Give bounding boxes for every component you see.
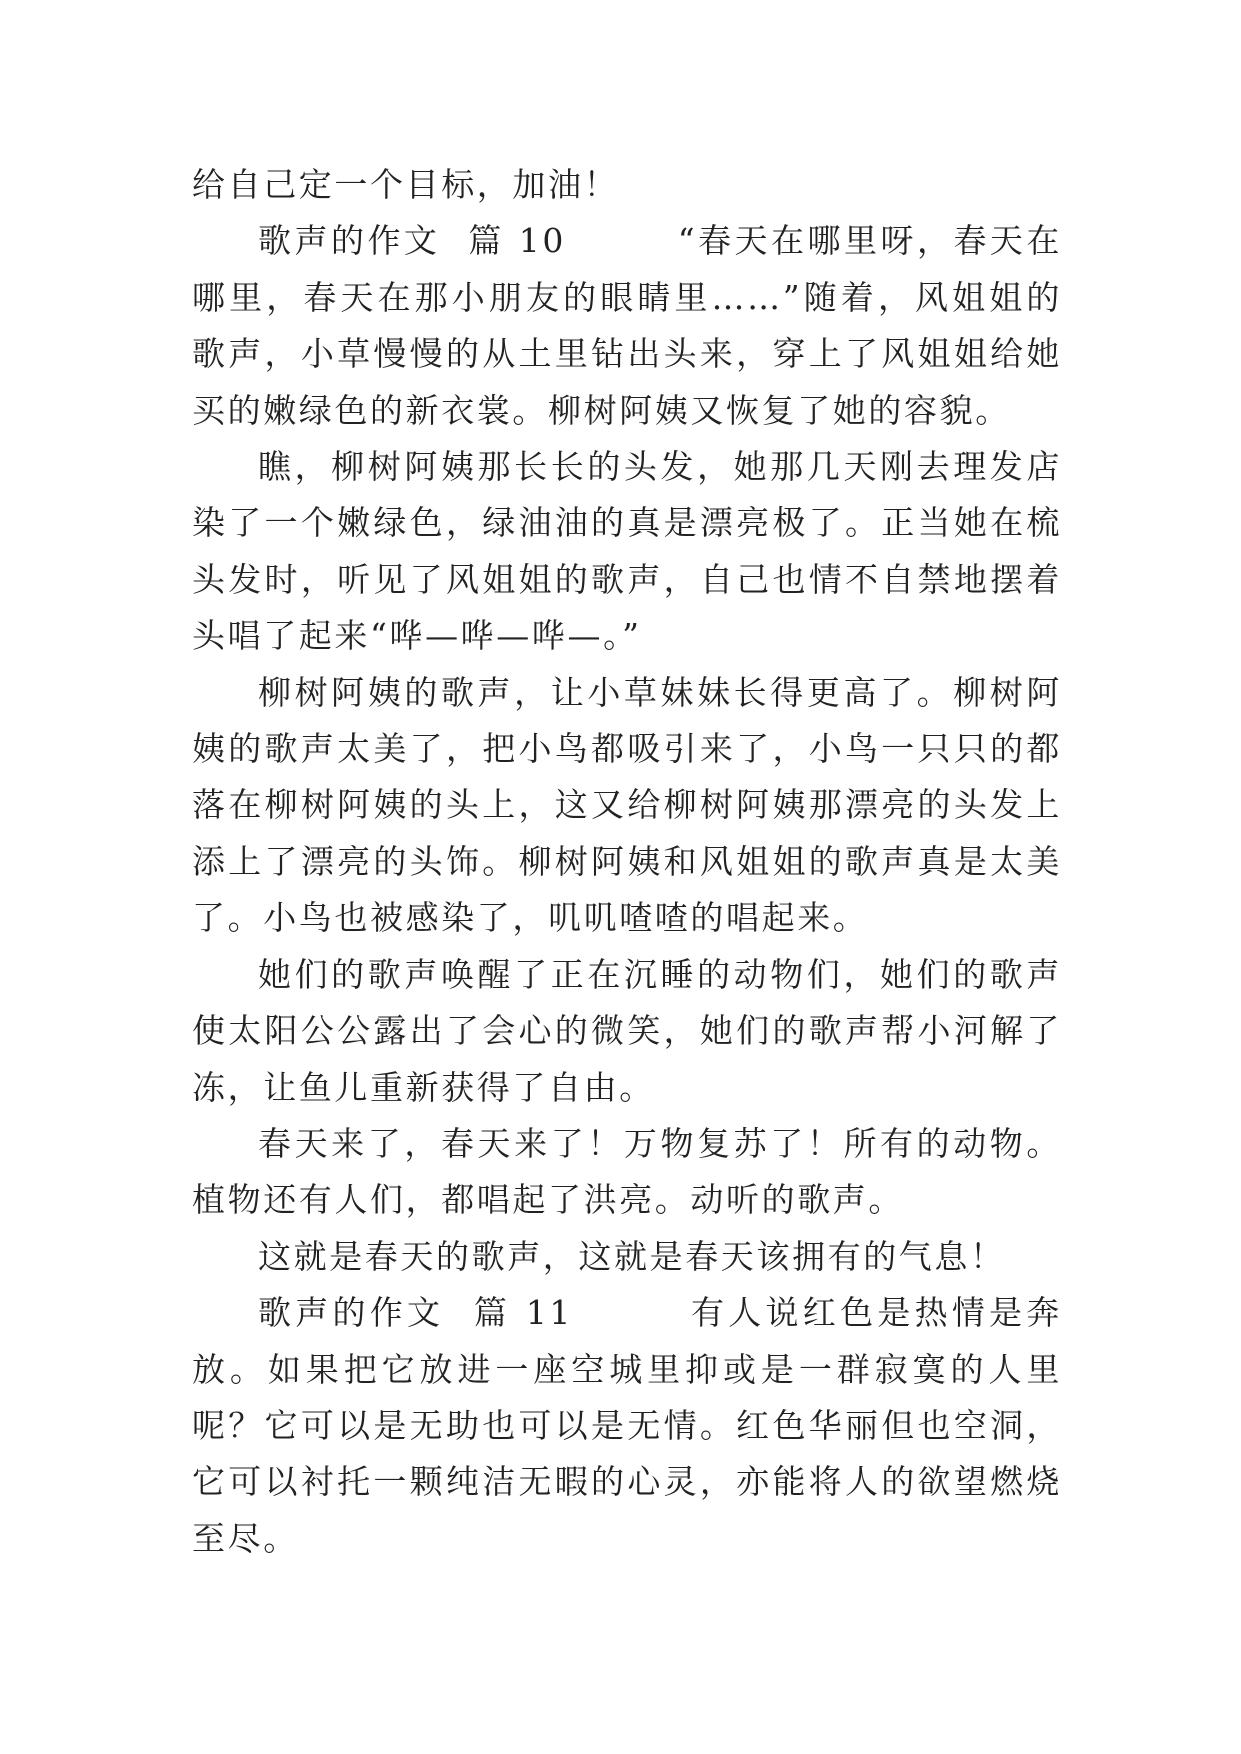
- paragraph-6: 春天来了，春天来了！万物复苏了！所有的动物。植物还有人们，都唱起了洪亮。动听的歌声。: [192, 1123, 1062, 1220]
- paragraph-2: 歌声的作文 篇 10 “春天在哪里呀，春天在哪里，春天在那小朋友的眼睛里……”随着，风姐姐的歌声，小草慢慢的从土里钻出头来，穿上了风姐姐给她买的嫩绿色的新衣裳。柳树阿姨又恢复了她的容貌。: [192, 221, 1062, 430]
- paragraph-5: 她们的歌声唤醒了正在沉睡的动物们，她们的歌声使太阳公公露出了会心的微笑，她们的歌声帮小河解了冻，让鱼儿重新获得了自由。: [192, 954, 1062, 1107]
- paragraph-3: 瞧，柳树阿姨那长长的头发，她那几天刚去理发店染了一个嫩绿色，绿油油的真是漂亮极了。正当她在梳头发时，听见了风姐姐的歌声，自己也情不自禁地摆着头唱了起来“哗—哗—哗—。”: [192, 447, 1062, 656]
- paragraph-8: 歌声的作文 篇 11 有人说红色是热情是奔放。如果把它放进一座空城里抑或是一群寂寞的人里呢？它可以是无助也可以是无情。红色华丽但也空洞，它可以衬托一颗纯洁无暇的心灵，亦能将人的欲望燃烧至尽。: [192, 1293, 1062, 1558]
- body-text: [192, 157, 1062, 1567]
- paragraph-1: 给自己定一个目标，加油！: [192, 165, 620, 204]
- paragraph-4: 柳树阿姨的歌声，让小草妹妹长得更高了。柳树阿姨的歌声太美了，把小鸟都吸引来了，小鸟一只只的都落在柳树阿姨的头上，这又给柳树阿姨那漂亮的头发上添上了漂亮的头饰。柳树阿姨和风姐姐的歌声真是太美了。小鸟也被感染了，叽叽喳喳的唱起来。: [192, 672, 1062, 938]
- paragraph-7: 这就是春天的歌声，这就是春天该拥有的气息！: [258, 1236, 1006, 1276]
